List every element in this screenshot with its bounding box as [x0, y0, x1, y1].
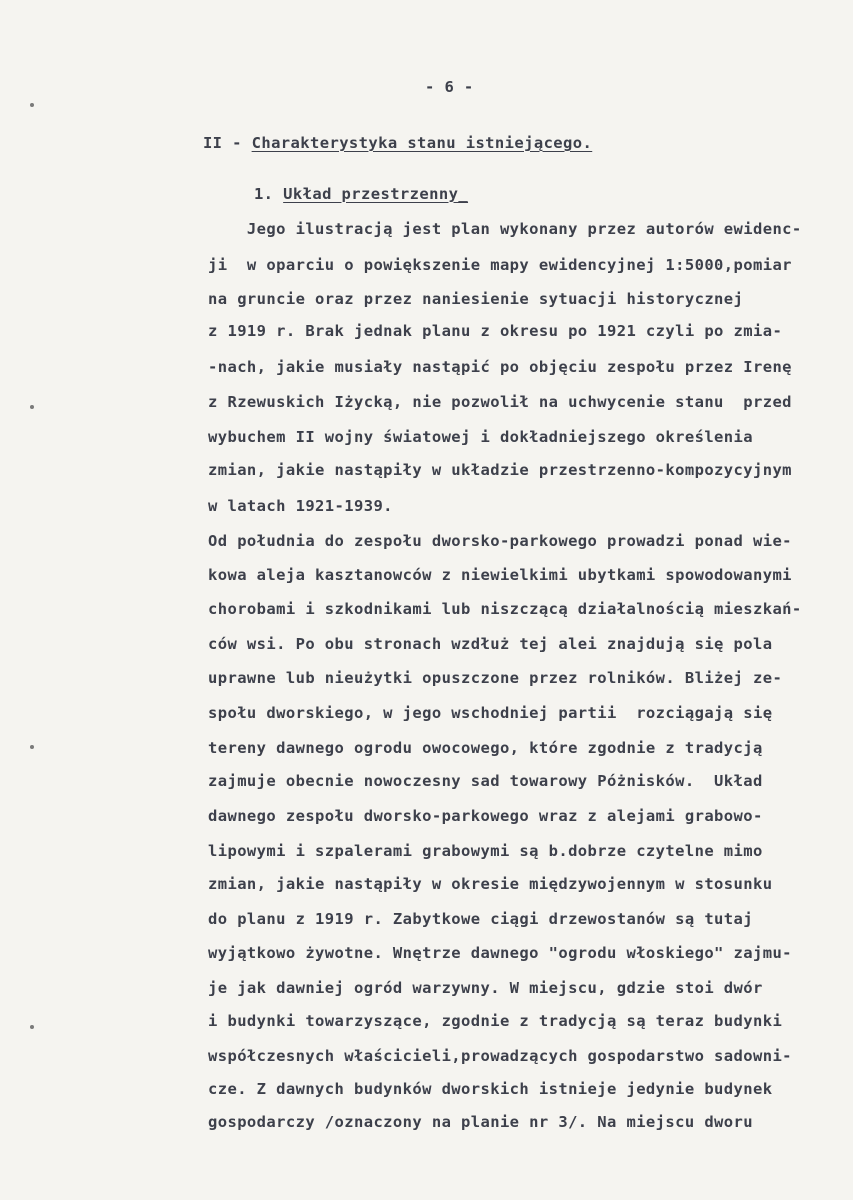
body-line: wyjątkowo żywotne. Wnętrze dawnego "ogrodu włoskiego" zajmu- — [208, 944, 792, 962]
body-line: chorobami i szkodnikami lub niszczącą działalnością mieszkań- — [208, 600, 802, 618]
body-line: do planu z 1919 r. Zabytkowe ciągi drzewostanów są tutaj — [208, 910, 753, 928]
punch-hole-mark — [30, 103, 34, 107]
punch-hole-mark — [30, 405, 34, 409]
body-line: na gruncie oraz przez naniesienie sytuacji historycznej — [208, 290, 744, 308]
section-heading-title: Charakterystyka stanu istniejącego. — [251, 133, 593, 152]
body-line: w latach 1921-1939. — [208, 497, 393, 515]
section-heading — [164, 120, 592, 167]
body-line: zajmuje obecnie nowoczesny sad towarowy Póżnisków. Układ — [208, 772, 763, 790]
body-line: ji w oparciu o powiększenie mapy ewidencyjnej 1:5000,pomiar — [208, 256, 792, 274]
page-number: - 6 - — [425, 78, 474, 96]
body-line: tereny dawnego ogrodu owocowego, które zgodnie z tradycją — [208, 739, 763, 757]
body-line: z 1919 r. Brak jednak planu z okresu po 1921 czyli po zmia- — [208, 322, 783, 340]
body-line: je jak dawniej ogród warzywny. W miejscu, gdzie stoi dwór — [208, 979, 763, 997]
body-line: i budynki towarzyszące, zgodnie z tradycją są teraz budynki — [208, 1012, 783, 1030]
body-line: cze. Z dawnych budynków dworskich istnieje jedynie budynek — [208, 1080, 773, 1098]
subheading-title: Układ przestrzenny_ — [283, 184, 469, 203]
body-line: ców wsi. Po obu stronach wzdłuż tej alei znajdują się pola — [208, 635, 773, 653]
punch-hole-mark — [30, 1025, 34, 1029]
body-line: gospodarczy /oznaczony na planie nr 3/. Na miejscu dworu — [208, 1113, 753, 1131]
body-line: kowa aleja kasztanowców z niewielkimi ubytkami spowodowanymi — [208, 566, 792, 584]
section-heading-number: II - — [202, 133, 252, 152]
body-line: uprawne lub nieużytki opuszczone przez rolników. Bliżej ze- — [208, 669, 783, 687]
body-line: wybuchem II wojny światowej i dokładniejszego określenia — [208, 428, 753, 446]
subheading-number: 1. — [253, 184, 284, 203]
body-line: z Rzewuskich Iżycką, nie pozwolił na uchwycenie stanu przed — [208, 393, 792, 411]
body-line: Jego ilustracją jest plan wykonany przez autorów ewidenc- — [208, 220, 802, 238]
body-line: dawnego zespołu dworsko-parkowego wraz z alejami grabowo- — [208, 807, 763, 825]
punch-hole-mark — [30, 745, 34, 749]
body-line: zmian, jakie nastąpiły w układzie przestrzenno-kompozycyjnym — [208, 461, 792, 479]
subheading — [215, 171, 468, 218]
body-line: -nach, jakie musiały nastąpić po objęciu zespołu przez Irenę — [208, 358, 792, 376]
body-line: lipowymi i szpalerami grabowymi są b.dobrze czytelne mimo — [208, 842, 763, 860]
body-line: zmian, jakie nastąpiły w okresie międzywojennym w stosunku — [208, 875, 773, 893]
body-line: Od południa do zespołu dworsko-parkowego prowadzi ponad wie- — [208, 532, 792, 550]
body-line: społu dworskiego, w jego wschodniej partii rozciągają się — [208, 704, 773, 722]
body-line: współczesnych właścicieli,prowadzących gospodarstwo sadowni- — [208, 1047, 792, 1065]
